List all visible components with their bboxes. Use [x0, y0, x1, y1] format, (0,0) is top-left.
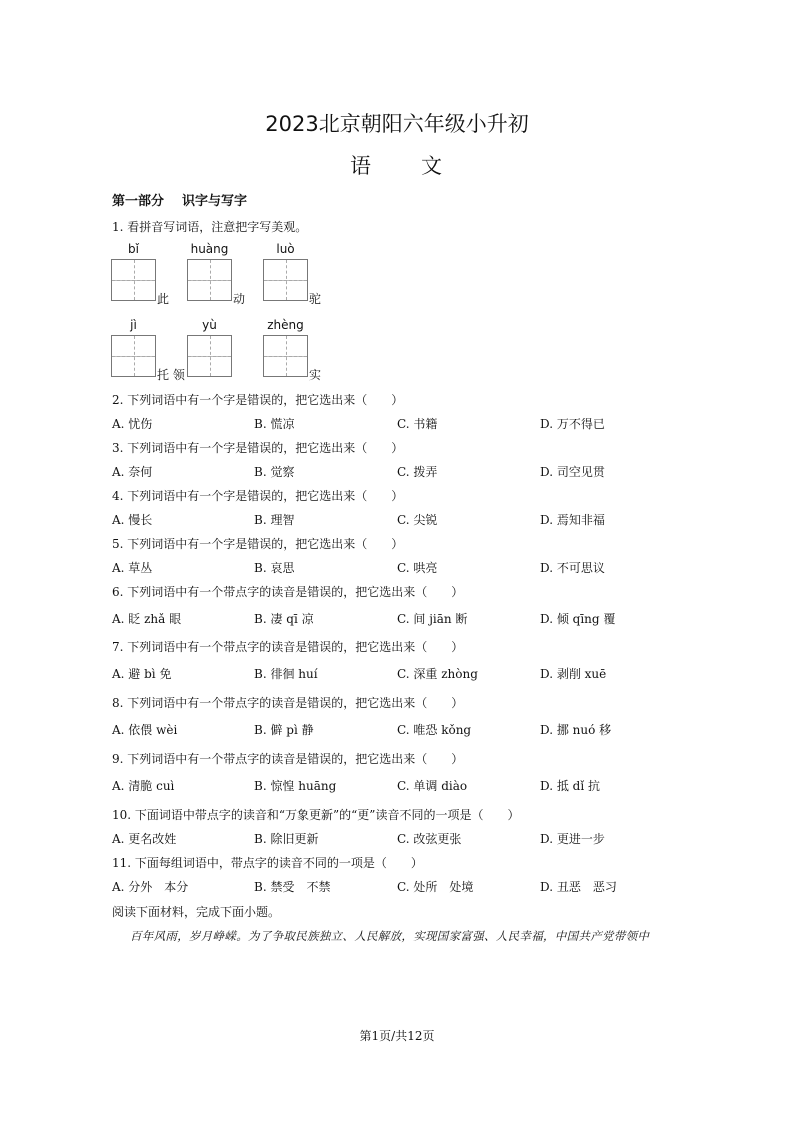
option-b[interactable]: B. 理智: [254, 513, 295, 527]
option-d[interactable]: D. 万不得已: [540, 417, 605, 431]
word-suffix: 动: [233, 292, 246, 306]
section-heading: [112, 190, 247, 209]
pinyin-label: zhèng: [267, 318, 304, 332]
option-a[interactable]: A. 依偎 wèi: [112, 723, 178, 737]
option-d[interactable]: D. 更进一步: [540, 832, 605, 846]
writing-box[interactable]: [111, 335, 156, 377]
option-a[interactable]: A. 奈何: [112, 465, 153, 479]
option-c[interactable]: C. 书籍: [397, 417, 438, 431]
option-c[interactable]: C. 处所 处境: [397, 880, 474, 894]
option-a[interactable]: A. 清脆 cuì: [112, 779, 175, 793]
option-a[interactable]: A. 慢长: [112, 513, 153, 527]
option-b[interactable]: B. 凄 qī 凉: [254, 612, 314, 626]
option-c[interactable]: C. 间 jiān 断: [397, 612, 468, 626]
option-d[interactable]: D. 焉知非福: [540, 513, 605, 527]
option-c[interactable]: C. 哄亮: [397, 561, 438, 575]
word-suffix: 实: [309, 368, 322, 382]
option-b[interactable]: B. 僻 pì 静: [254, 723, 314, 737]
option-a[interactable]: A. 分外 本分: [112, 880, 189, 894]
option-c[interactable]: C. 唯恐 kǒng: [397, 723, 472, 737]
option-b[interactable]: B. 觉察: [254, 465, 295, 479]
option-a[interactable]: A. 更名改姓: [112, 832, 177, 846]
option-b[interactable]: B. 慌凉: [254, 417, 295, 431]
pinyin-label: bǐ: [128, 242, 139, 256]
writing-box[interactable]: [263, 259, 308, 301]
option-d[interactable]: D. 丑恶 恶习: [540, 880, 617, 894]
word-suffix: 驼: [309, 292, 322, 306]
subject-title: [0, 150, 794, 180]
option-d[interactable]: D. 挪 nuó 移: [540, 723, 612, 737]
question-stem: 2. 下列词语中有一个字是错误的，把它选出来（ ）: [112, 393, 404, 407]
option-c[interactable]: C. 尖锐: [397, 513, 438, 527]
option-d[interactable]: D. 抵 dǐ 抗: [540, 779, 600, 793]
option-d[interactable]: D. 剥削 xuē: [540, 667, 607, 681]
writing-box[interactable]: [111, 259, 156, 301]
page-number: 第1页/共12页: [359, 1029, 435, 1043]
writing-box[interactable]: [187, 335, 232, 377]
question-stem: 8. 下列词语中有一个带点字的读音是错误的，把它选出来（ ）: [112, 696, 464, 710]
pinyin-label: jì: [130, 318, 137, 332]
pinyin-label: yù: [202, 318, 217, 332]
question-stem: 4. 下列词语中有一个字是错误的，把它选出来（ ）: [112, 489, 404, 503]
option-d[interactable]: D. 司空见贯: [540, 465, 605, 479]
writing-box[interactable]: [263, 335, 308, 377]
option-c[interactable]: C. 拨弄: [397, 465, 438, 479]
pinyin-label: huàng: [190, 242, 229, 256]
section-label: 第一部分: [112, 194, 165, 209]
exam-title: 2023北京朝阳六年级小升初: [265, 112, 529, 136]
option-d[interactable]: D. 不可思议: [540, 561, 605, 575]
option-a[interactable]: A. 避 bì 免: [112, 667, 172, 681]
reading-passage: 百年风雨，岁月峥嵘。为了争取民族独立、人民解放，实现国家富强、人民幸福，中国共产党带领中: [130, 929, 650, 943]
option-a[interactable]: A. 眨 zhǎ 眼: [112, 612, 182, 626]
option-b[interactable]: B. 哀思: [254, 561, 295, 575]
word-suffix: 此: [157, 292, 170, 306]
question-stem: 3. 下列词语中有一个字是错误的，把它选出来（ ）: [112, 441, 404, 455]
option-c[interactable]: C. 单调 diào: [397, 779, 468, 793]
reading-intro: 阅读下面材料，完成下面小题。: [112, 905, 281, 919]
pinyin-label: luò: [276, 242, 295, 256]
question-stem: 9. 下列词语中有一个带点字的读音是错误的，把它选出来（ ）: [112, 752, 464, 766]
writing-box[interactable]: [187, 259, 232, 301]
option-a[interactable]: A. 忧伤: [112, 417, 153, 431]
question-stem: 7. 下列词语中有一个带点字的读音是错误的，把它选出来（ ）: [112, 640, 464, 654]
option-c[interactable]: C. 深重 zhòng: [397, 667, 478, 681]
option-d[interactable]: D. 倾 qīng 覆: [540, 612, 616, 626]
question-stem: 11. 下面每组词语中，带点字的读音不同的一项是（ ）: [112, 856, 423, 870]
subject-char-2: 文: [421, 154, 444, 178]
word-suffix: 托 领: [157, 368, 185, 382]
option-a[interactable]: A. 草丛: [112, 561, 153, 575]
question-stem: 6. 下列词语中有一个带点字的读音是错误的，把它选出来（ ）: [112, 585, 464, 599]
option-b[interactable]: B. 除旧更新: [254, 832, 319, 846]
option-b[interactable]: B. 禁受 不禁: [254, 880, 331, 894]
section-name: 识字与写字: [182, 194, 248, 209]
option-b[interactable]: B. 徘徊 huí: [254, 667, 318, 681]
question-1-stem: 1. 看拼音写词语，注意把字写美观。: [112, 220, 308, 234]
subject-char-1: 语: [350, 154, 373, 178]
question-stem: 5. 下列词语中有一个字是错误的，把它选出来（ ）: [112, 537, 404, 551]
option-b[interactable]: B. 惊惶 huāng: [254, 779, 337, 793]
question-stem: 10. 下面词语中带点字的读音和“万象更新”的“更”读音不同的一项是（ ）: [112, 808, 520, 822]
option-c[interactable]: C. 改弦更张: [397, 832, 462, 846]
